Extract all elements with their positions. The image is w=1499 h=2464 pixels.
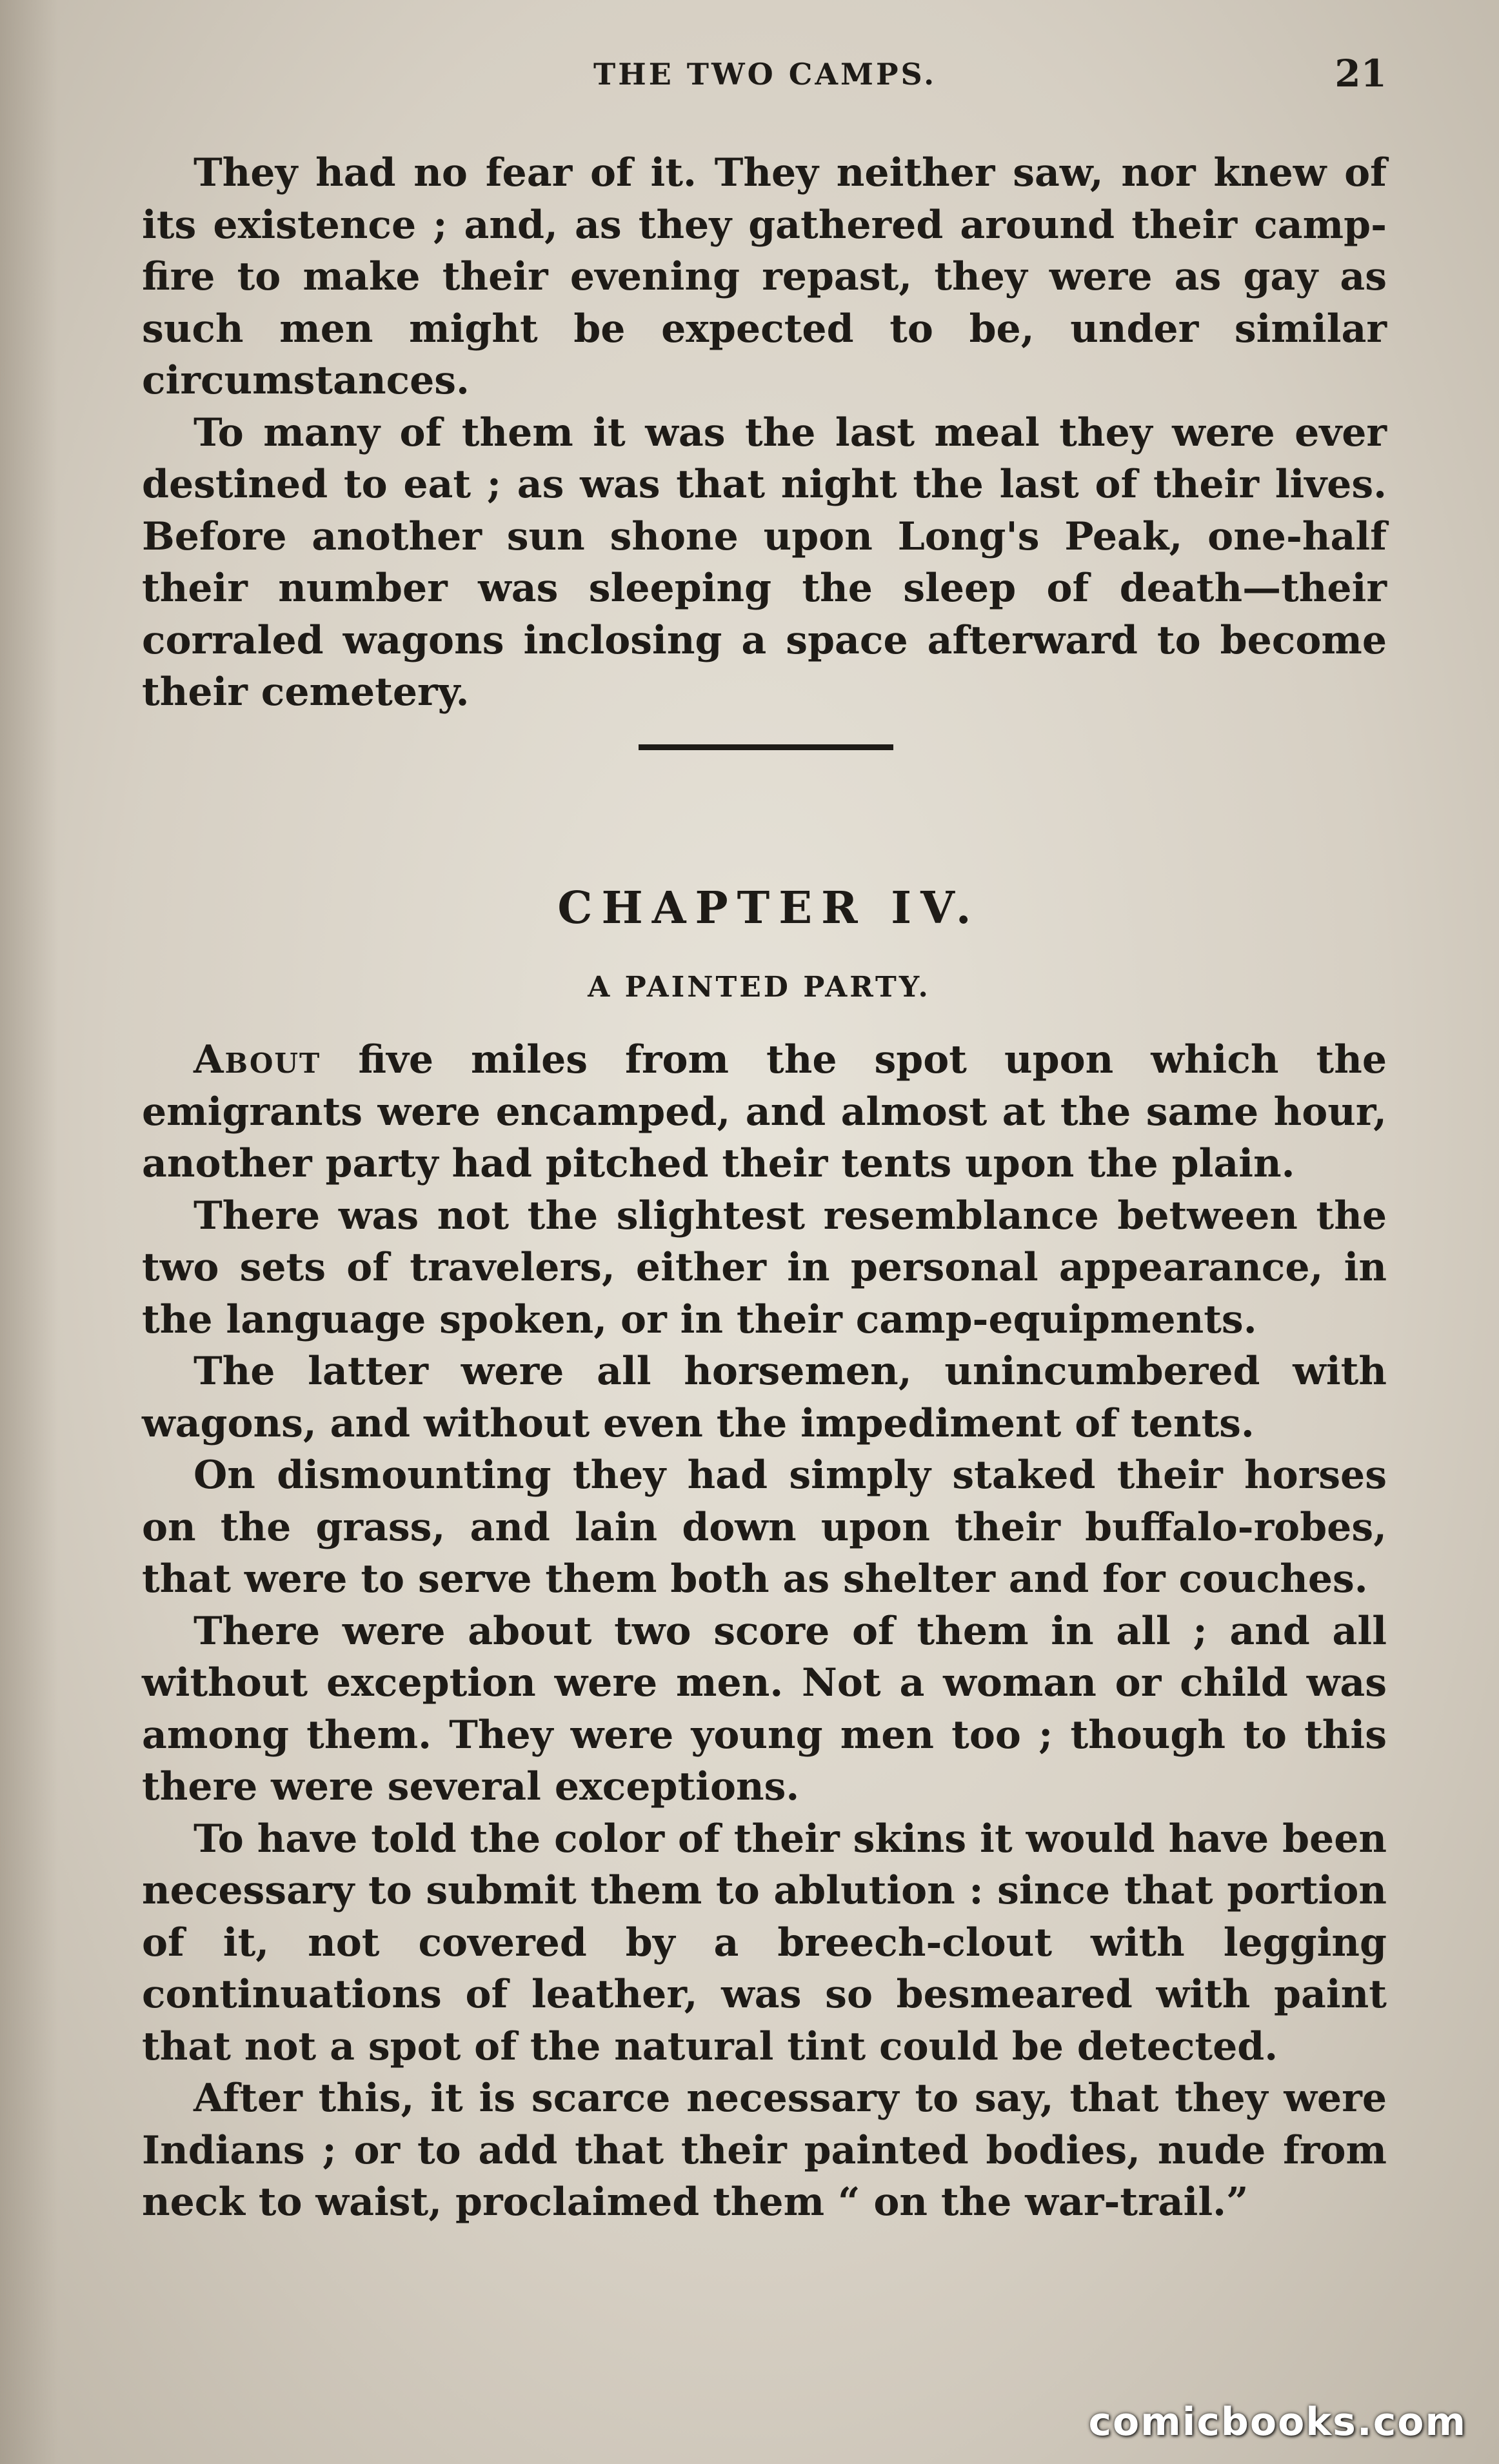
page-header xyxy=(194,52,1393,103)
previous-chapter-text xyxy=(142,147,1387,719)
chapter-subtitle: A PAINTED PARTY. xyxy=(588,971,931,1004)
section-divider-rule xyxy=(639,744,893,750)
watermark-text: comicbooks.com xyxy=(1088,2399,1467,2445)
paragraph: The latter were all horsemen, unincumbered with wagons, and without even the impediment of tents. xyxy=(142,1349,1387,1446)
chapter-title: CHAPTER IV. xyxy=(557,882,980,934)
paragraph-text: five miles from the spot upon which the emigrants were encamped, and almost at the same hour, another party had pitched their tents upon the plain. xyxy=(142,1037,1387,1186)
paragraph: To have told the color of their skins it would have been necessary to submit them to ablution : since that portion of it, not covered by a breech-clout with legging continuations of leather, was so besmeared with paint that not a spot of the natural tint could be detected. xyxy=(142,1816,1387,2069)
running-title: THE TWO CAMPS. xyxy=(593,57,937,92)
paragraph: There were about two score of them in all ; and all without exception were men. Not a woman or child was among them. They were young men too ; though to this there were several exceptions. xyxy=(142,1608,1387,1809)
chapter-text xyxy=(142,1034,1387,2229)
paragraph: There was not the slightest resemblance between the two sets of travelers, either in personal appearance, in the language spoken, or in their camp-equipments. xyxy=(142,1193,1387,1342)
paragraph: On dismounting they had simply staked their horses on the grass, and lain down upon their buffalo-robes, that were to serve them both as shelter and for couches. xyxy=(142,1453,1387,1602)
paragraph: They had no fear of it. They neither saw, nor knew of its existence ; and, as they gathered around their camp-fire to make their evening repast, they were as gay as such men might be expected to be, under similar circumstances. xyxy=(142,150,1387,403)
paragraph: To many of them it was the last meal they were ever destined to eat ; as was that night the last of their lives. Before another sun shone upon Long's Peak, one-half their number was sleeping the sleep of death—their corraled wagons inclosing a space afterward to become their cemetery. xyxy=(142,410,1387,715)
paragraph-lead-word: About xyxy=(194,1037,321,1082)
paragraph xyxy=(142,1034,1387,1190)
page-number: 21 xyxy=(1335,52,1387,95)
paragraph: After this, it is scarce necessary to say, that they were Indians ; or to add that their painted bodies, nude from neck to waist, proclaimed them “ on the war-trail.” xyxy=(142,2076,1387,2225)
page-edge-shadow xyxy=(0,0,58,2464)
